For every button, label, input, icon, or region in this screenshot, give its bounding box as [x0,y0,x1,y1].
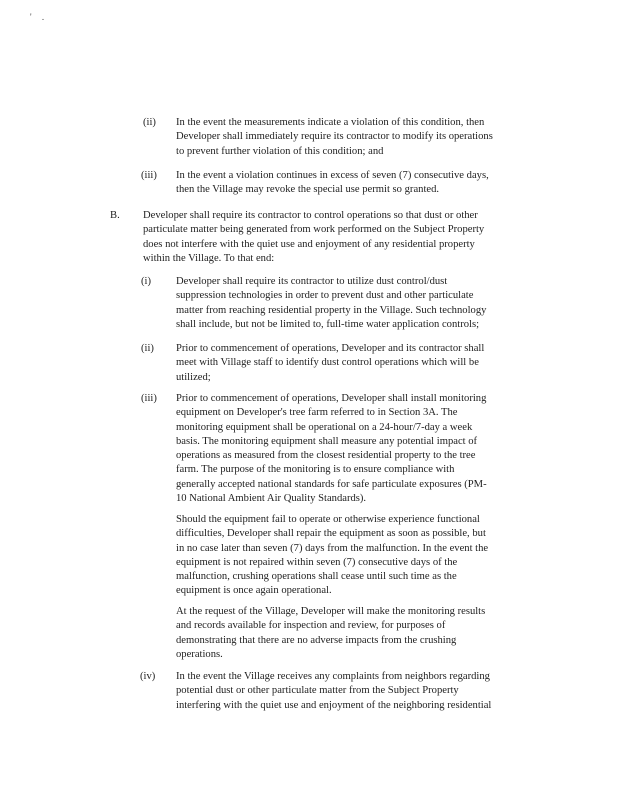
text-line: Developer shall require its contractor to utilize dust control/dust [176,276,448,287]
text-line: in no case later than seven (7) days from the malfunction. In the event the [176,542,489,554]
text-line: within the Village. To that end: [143,252,275,264]
text-line: malfunction, crushing operations shall cease until such time as the [176,571,457,583]
paragraph-meet-village-staff [176,342,515,385]
text-line: Developer shall immediately require its contractor to modify its operations [176,131,493,143]
text-line: matter from reaching residential property in the Village. Such technology [176,304,487,316]
text-line: interfering with the quiet use and enjoyment of the neighboring residential [176,699,492,711]
text-line: operations as measured from the closest residential property to the tree [176,450,476,462]
paragraph-permit-revoke [176,169,515,198]
paragraph-equipment-failure [176,513,515,599]
text-line: At the request of the Village, Developer will make the monitoring results [176,606,486,617]
text-line: equipment is not repaired within seven (7) consecutive days of the [176,556,458,568]
paragraph-monitoring-equipment [176,392,515,506]
item-marker: (iv) [140,671,156,682]
item-marker: (ii) [143,117,156,128]
text-line: does not interfere with the quiet use and enjoyment of any residential property [143,238,475,250]
section-marker: B. [110,210,120,221]
paragraph-records-available [176,605,515,662]
text-line: Should the equipment fail to operate or otherwise experience functional [176,514,480,525]
text-line: Developer shall require its contractor to control operations so that dust or other [143,210,478,221]
text-line: utilized; [176,371,211,383]
text-line: In the event the measurements indicate a violation of this condition, then [176,117,485,128]
text-line: meet with Village staff to identify dust control operations which will be [176,357,479,369]
item-marker: (iii) [141,393,157,404]
text-line: In the event a violation continues in excess of seven (7) consecutive days, [176,170,489,181]
item-marker: (ii) [141,343,154,354]
paragraph-condition-violation [176,116,515,159]
item-marker: (i) [141,276,151,287]
text-line: potential dust or other particulate matter from the Subject Property [176,685,459,697]
text-line: generally accepted national standards for safe particulate exposures (PM- [176,478,487,490]
text-line: particulate matter being generated from work performed on the Subject Property [143,224,485,236]
text-line: Prior to commencement of operations, Developer shall install monitoring [176,393,487,404]
text-line: suppression technologies in order to prevent dust and other particulate [176,290,474,302]
text-line: then the Village may revoke the special use permit so granted. [176,184,440,196]
text-line: demonstrating that there are no adverse impacts from the crushing [176,634,457,646]
text-line: difficulties, Developer shall repair the equipment as soon as possible, but [176,528,486,540]
text-line: Prior to commencement of operations, Developer and its contractor shall [176,343,485,354]
text-line: shall include, but not be limited to, full-time water application controls; [176,318,480,330]
paragraph-dust-control [143,209,515,266]
text-line: 10 National Ambient Air Quality Standards). [176,493,367,505]
corner-mark: ' . [30,12,49,22]
text-line: equipment on Developer's tree farm referred to in Section 3A. The [176,407,458,419]
text-line: basis. The monitoring equipment shall measure any potential impact of [176,435,478,447]
text-line: In the event the Village receives any complaints from neighbors regarding [176,671,490,682]
text-line: monitoring equipment shall be operational on a 24-hour/7-day a week [176,421,473,433]
text-line: and records available for inspection and review, for purposes of [176,620,446,632]
text-line: to prevent further violation of this condition; and [176,145,384,157]
text-line: operations. [176,648,223,660]
item-marker: (iii) [141,170,157,181]
text-line: farm. The purpose of the monitoring is to ensure compliance with [176,464,455,476]
text-line: equipment is once again operational. [176,585,332,597]
paragraph-suppression-technologies [176,275,515,332]
paragraph-complaints [176,670,515,713]
